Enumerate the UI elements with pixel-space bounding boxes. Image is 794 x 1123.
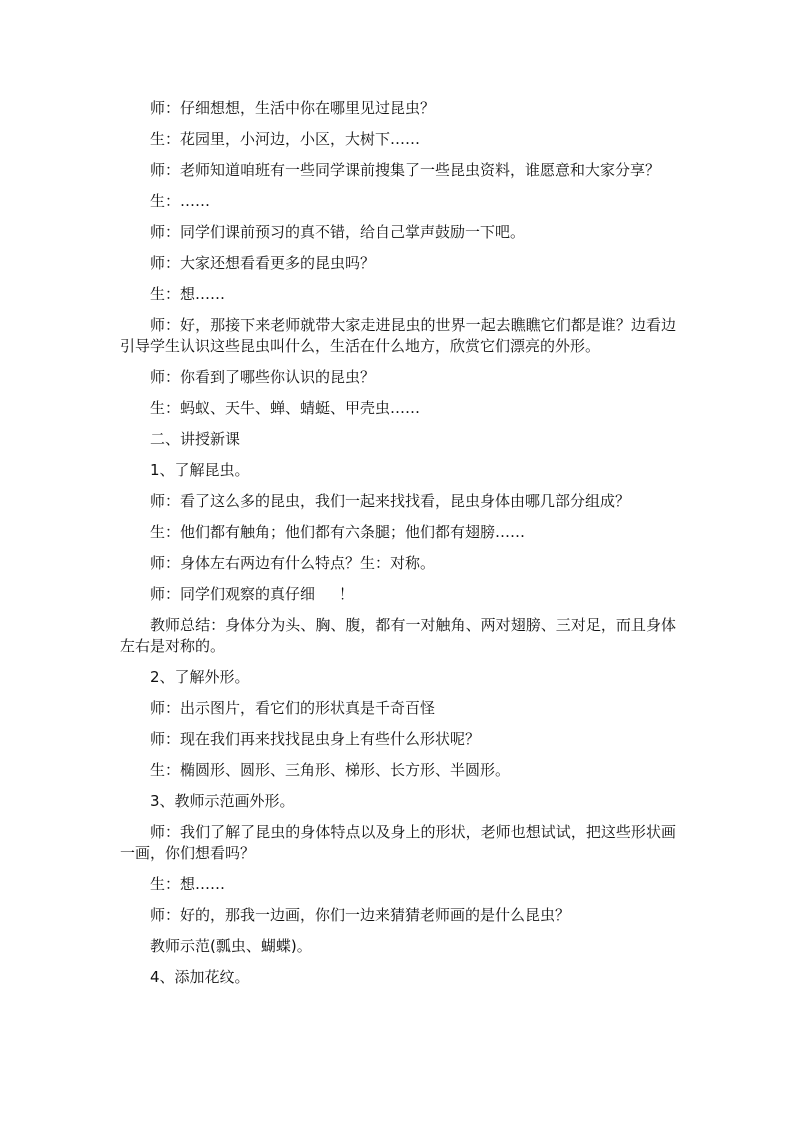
text-line: 师：你看到了哪些你认识的昆虫？ — [150, 368, 376, 386]
text-line: 师：身体左右两边有什么特点？生：对称。 — [150, 554, 436, 572]
text-paragraph: 师：我们了解了昆虫的身体特点以及身上的形状，老师也想试试，把这些形状画一画，你们想看吗？ — [120, 823, 676, 862]
text-line: 师：好的，那我一边画，你们一边来猜猜老师画的是什么昆虫？ — [150, 906, 571, 924]
text-line: 师：大家还想看看更多的昆虫吗？ — [150, 254, 376, 272]
subsection-heading: 4、添加花纹。 — [150, 968, 250, 986]
text-line: 生：他们都有触角；他们都有六条腿；他们都有翅膀…… — [150, 523, 526, 541]
text-line: 生：花园里，小河边，小区，大树下…… — [150, 130, 421, 148]
text-line: 师：同学们课前预习的真不错，给自己掌声鼓励一下吧。 — [150, 223, 526, 241]
text-line: 生：椭圆形、圆形、三角形、梯形、长方形、半圆形。 — [150, 761, 511, 779]
subsection-heading: 3、教师示范画外形。 — [150, 792, 295, 810]
text-paragraph: 教师总结：身体分为头、胸、腹，都有一对触角、两对翅膀、三对足，而且身体左右是对称的。 — [120, 616, 676, 655]
text-line: 生：蚂蚁、天牛、蝉、蜻蜓、甲壳虫…… — [150, 399, 421, 417]
subsection-heading: 1、了解昆虫。 — [150, 461, 250, 479]
text-line: 生：…… — [150, 192, 211, 210]
text-line: 师：同学们观察的真仔细 ！ — [150, 585, 354, 603]
section-heading: 二、讲授新课 — [150, 430, 241, 448]
lesson-transcript — [120, 98, 676, 998]
text-line: 师：看了这么多的昆虫，我们一起来找找看，昆虫身体由哪几部分组成？ — [150, 492, 631, 510]
text-line: 生：想…… — [150, 875, 226, 893]
text-line: 师：仔细想想，生活中你在哪里见过昆虫？ — [150, 99, 436, 117]
text-line: 生：想…… — [150, 285, 226, 303]
text-line: 师：出示图片，看它们的形状真是千奇百怪 — [150, 699, 436, 717]
text-line: 教师示范(瓢虫、蝴蝶)。 — [150, 937, 312, 955]
text-line: 师：现在我们再来找找昆虫身上有些什么形状呢？ — [150, 730, 481, 748]
subsection-heading: 2、了解外形。 — [150, 668, 250, 686]
text-line: 师：老师知道咱班有一些同学课前搜集了一些昆虫资料，谁愿意和大家分享？ — [150, 161, 661, 179]
text-paragraph: 师：好，那接下来老师就带大家走进昆虫的世界一起去瞧瞧它们都是谁？边看边引导学生认识这些昆虫叫什么，生活在什么地方，欣赏它们漂亮的外形。 — [120, 316, 676, 355]
